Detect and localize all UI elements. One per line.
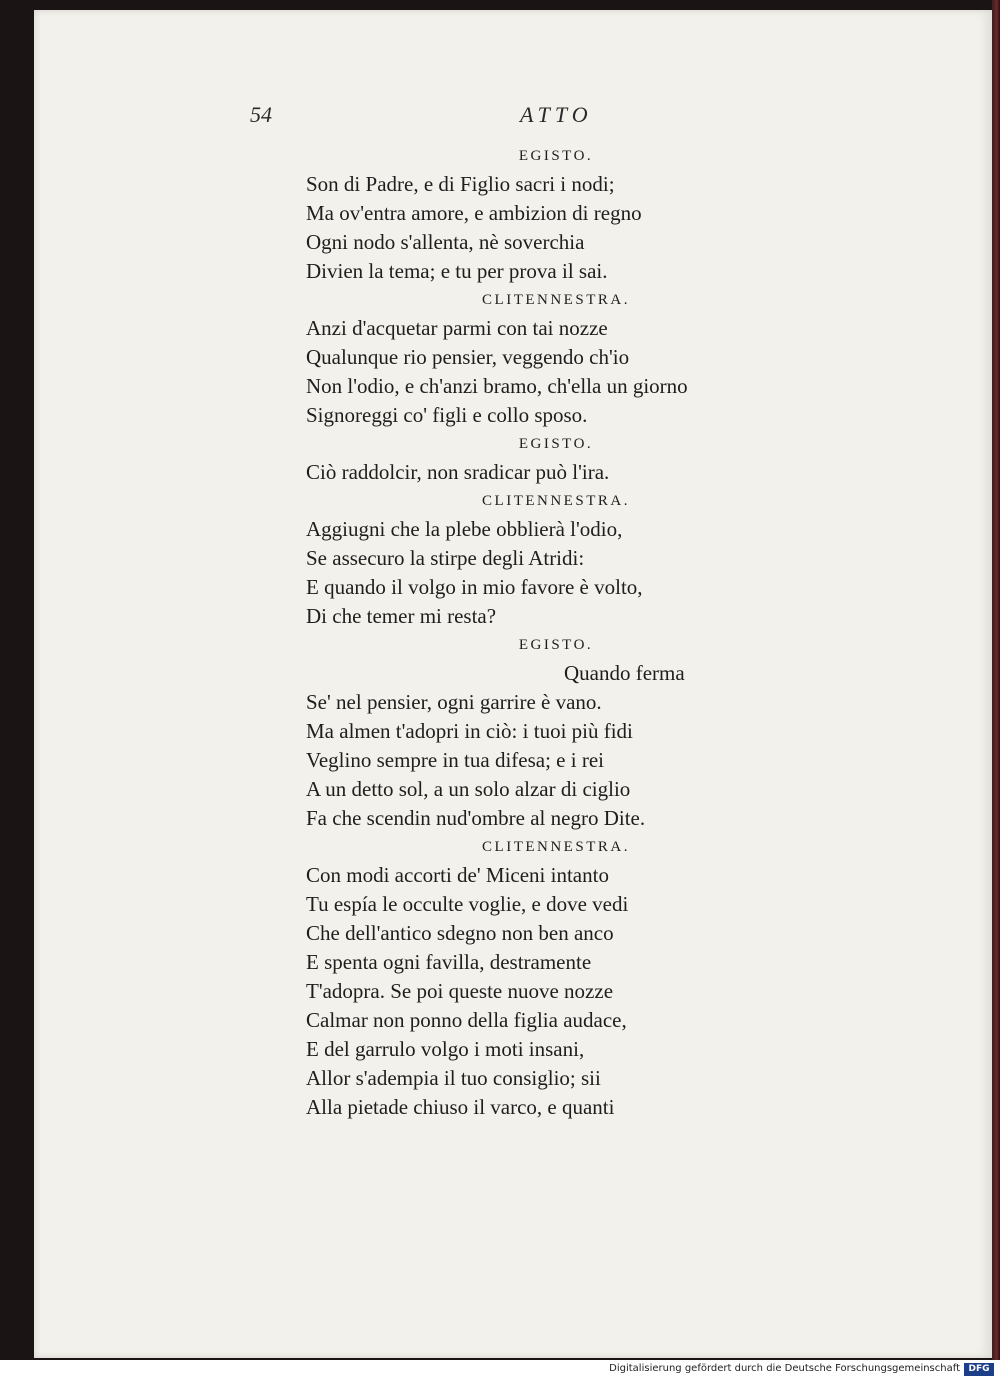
speaker-name: EGISTO. [518,637,594,653]
verse-line: Ma almen t'adopri in ciò: i tuoi più fidi [306,719,633,743]
speaker-name: CLITENNESTRA. [482,493,630,509]
verse-line: Ma ov'entra amore, e ambizion di regno [306,201,642,225]
verse-line: T'adopra. Se poi queste nuove nozze [306,979,614,1003]
verse-line: Di che temer mi resta? [306,604,497,628]
footer-credit: Digitalisierung gefördert durch die Deutsche Forschungsgemeinschaft [609,1363,960,1374]
speaker-name: CLITENNESTRA. [482,292,630,308]
verse-line: Che dell'antico sdegno non ben anco [306,921,614,945]
book-page [34,10,992,1358]
dfg-logo: DFG [964,1363,994,1376]
verse-line: Qualunque rio pensier, veggendo ch'io [306,345,630,369]
verse-line: Non l'odio, e ch'anzi bramo, ch'ella un giorno [306,374,688,398]
verse-line: E quando il volgo in mio favore è volto, [306,575,643,599]
running-head: ATTO [520,102,593,127]
verse-line: Aggiugni che la plebe obblierà l'odio, [306,517,623,541]
digitization-footer [0,1360,1000,1380]
page-number: 54 [250,102,272,127]
speaker-name: CLITENNESTRA. [482,839,630,855]
book-spine-edge [992,0,1000,1360]
verse-line: Ciò raddolcir, non sradicar può l'ira. [306,460,610,484]
verse-line: E spenta ogni favilla, destramente [306,950,592,974]
page-header [34,102,992,136]
verse-line: Se' nel pensier, ogni garrire è vano. [306,690,602,714]
verse-line: Son di Padre, e di Figlio sacri i nodi; [306,172,615,196]
verse-line: Tu espía le occulte voglie, e dove vedi [306,892,629,916]
speaker-name: EGISTO. [518,436,594,452]
verse-line: Quando ferma [564,661,685,685]
verse-line: Fa che scendin nud'ombre al negro Dite. [306,806,646,830]
verse-line: Allor s'adempia il tuo consiglio; sii [306,1066,601,1090]
verse-line: Veglino sempre in tua difesa; e i rei [306,748,604,772]
verse-line: Alla pietade chiuso il varco, e quanti [306,1095,615,1119]
play-text [306,142,866,1122]
verse-line: Calmar non ponno della figlia audace, [306,1008,627,1032]
speaker-name: EGISTO. [518,148,594,164]
verse-line: Con modi accorti de' Miceni intanto [306,863,609,887]
verse-line: E del garrulo volgo i moti insani, [306,1037,585,1061]
verse-line: Signoreggi co' figli e collo sposo. [306,403,588,427]
verse-line: Divien la tema; e tu per prova il sai. [306,259,608,283]
verse-line: Ogni nodo s'allenta, nè soverchia [306,230,585,254]
verse-line: Anzi d'acquetar parmi con tai nozze [306,316,608,340]
verse-line: Se assecuro la stirpe degli Atridi: [306,546,585,570]
verse-line: A un detto sol, a un solo alzar di ciglio [306,777,631,801]
